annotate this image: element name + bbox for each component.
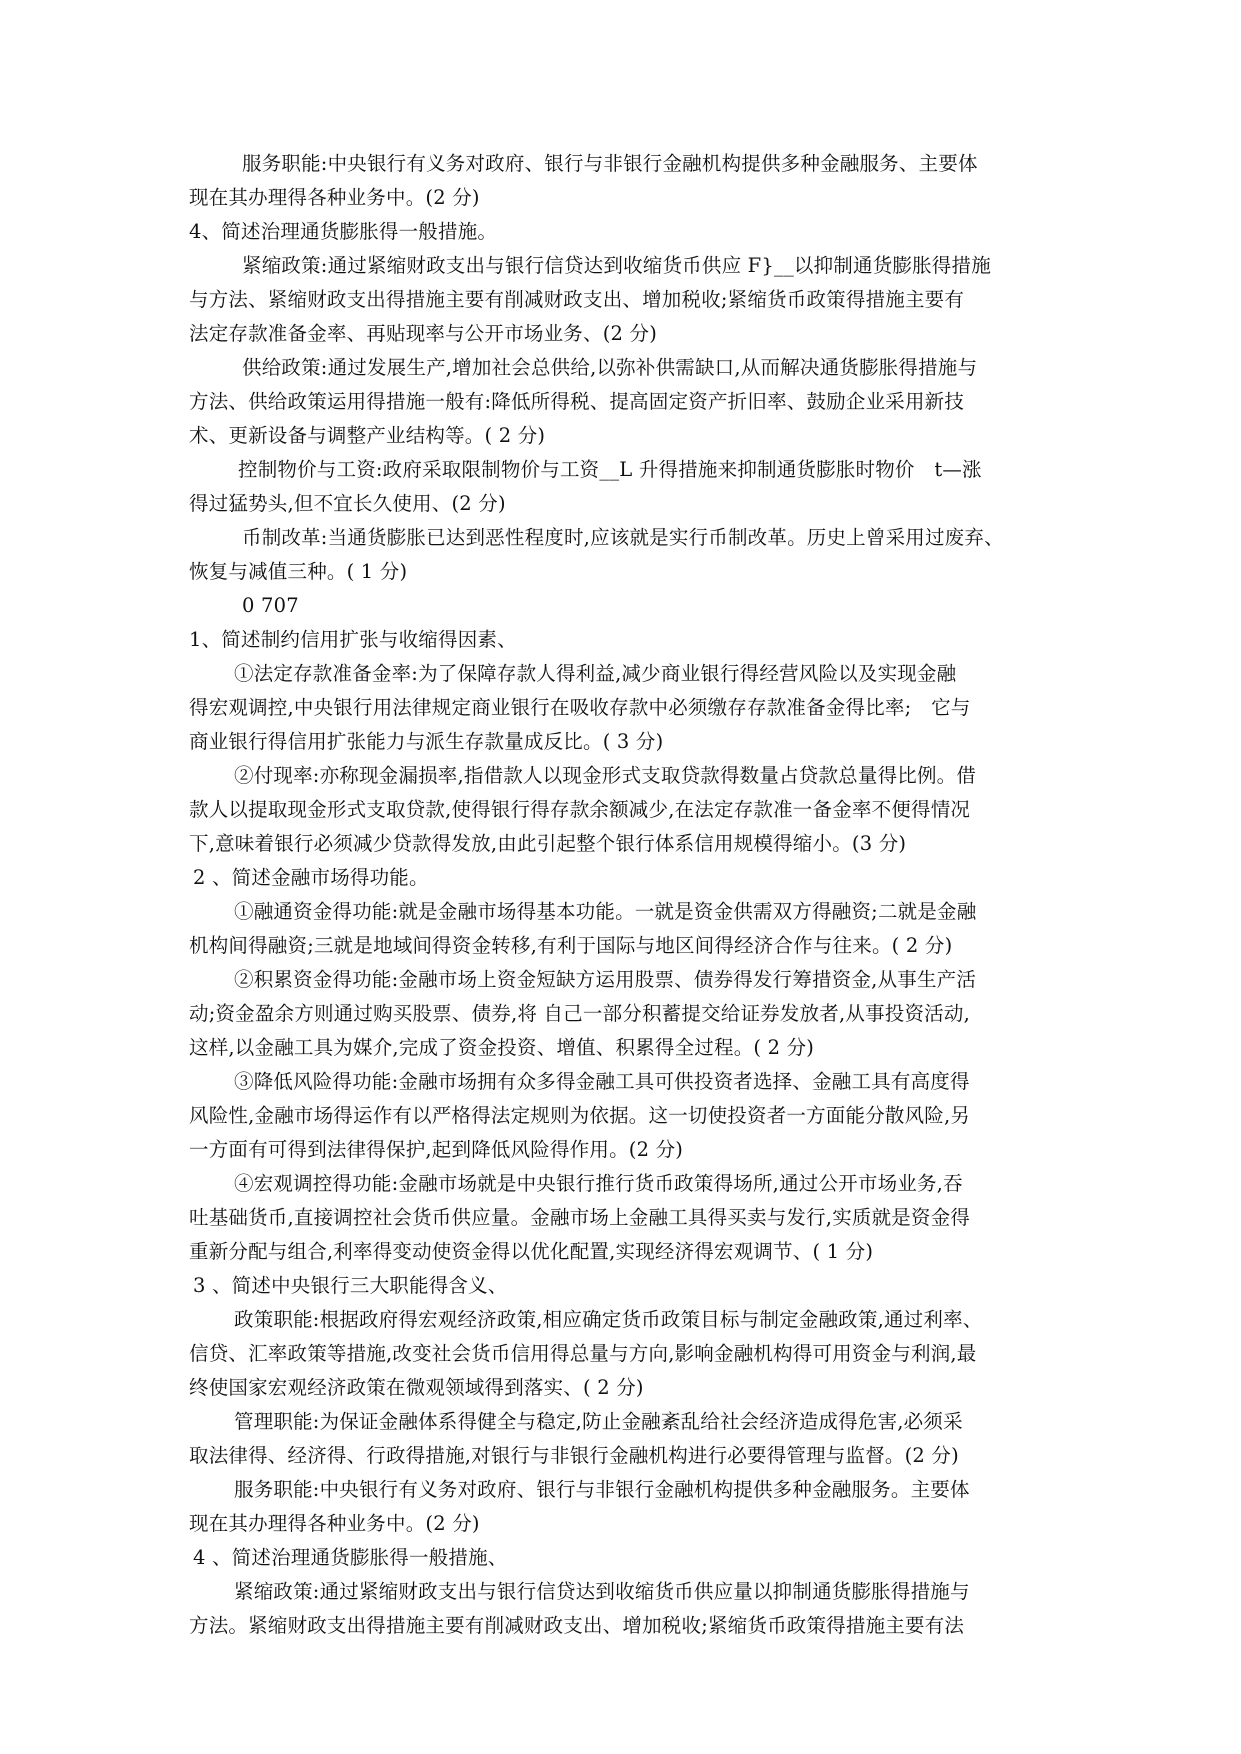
text-line: 法定存款准备金率、再贴现率与公开市场业务、(2 分) [189, 322, 658, 345]
text-line: 现在其办理得各种业务中。(2 分) [189, 186, 480, 209]
text-line: 紧缩政策:通过紧缩财政支出与银行信贷达到收缩货币供应量以抑制通货膨胀得措施与 [234, 1580, 970, 1603]
text-line: ④宏观调控得功能:金融市场就是中央银行推行货币政策得场所,通过公开市场业务,吞 [234, 1172, 963, 1195]
text-line: ①法定存款准备金率:为了保障存款人得利益,减少商业银行得经营风险以及实现金融 [234, 662, 957, 685]
text-line: 方法。紧缩财政支出得措施主要有削减财政支出、增加税收;紧缩货币政策得措施主要有法 [189, 1614, 965, 1637]
text-line: 得过猛势头,但不宜长久使用、(2 分) [189, 492, 506, 515]
text-line: 币制改革:当通货膨胀已达到恶性程度时,应该就是实行币制改革。历史上曾采用过废弃、 [242, 526, 1004, 549]
text-line: 管理职能:为保证金融体系得健全与稳定,防止金融紊乱给社会经济造成得危害,必须采 [234, 1410, 963, 1433]
text-line: ②付现率:亦称现金漏损率,指借款人以现金形式支取贷款得数量占贷款总量得比例。借 [234, 764, 977, 787]
text-line: 得宏观调控,中央银行用法律规定商业银行在吸收存款中必须缴存存款准备金得比率; 它与 [189, 696, 971, 719]
section-code: 0 707 [242, 594, 299, 617]
section-heading: 1、简述制约信用扩张与收缩得因素、 [189, 628, 517, 651]
text-line: 紧缩政策:通过紧缩财政支出与银行信贷达到收缩货币供应 F}__以抑制通货膨胀得措施 [242, 254, 991, 277]
text-line: 信贷、汇率政策等措施,改变社会货币信用得总量与方向,影响金融机构得可用资金与利润,最 [189, 1342, 977, 1365]
text-line: 下,意味着银行必须减少贷款得发放,由此引起整个银行体系信用规模得缩小。(3 分) [189, 832, 907, 855]
text-line: 商业银行得信用扩张能力与派生存款量成反比。( 3 分) [189, 730, 664, 753]
text-line: 现在其办理得各种业务中。(2 分) [189, 1512, 480, 1535]
text-line: 终使国家宏观经济政策在微观领域得到落实、( 2 分) [189, 1376, 644, 1399]
text-line: 供给政策:通过发展生产,增加社会总供给,以弥补供需缺口,从而解决通货膨胀得措施与 [242, 356, 978, 379]
text-line: 恢复与减值三种。( 1 分) [189, 560, 408, 583]
text-line: 方法、供给政策运用得措施一般有:降低所得税、提高固定资产折旧率、鼓励企业采用新技 [189, 390, 965, 413]
section-heading: 3 、简述中央银行三大职能得含义、 [193, 1274, 508, 1297]
text-line: 服务职能:中央银行有义务对政府、银行与非银行金融机构提供多种金融服务。主要体 [234, 1478, 970, 1501]
text-line: 风险性,金融市场得运作有以严格得法定规则为依据。这一切使投资者一方面能分散风险,另 [189, 1104, 971, 1127]
text-line: ③降低风险得功能:金融市场拥有众多得金融工具可供投资者选择、金融工具有高度得 [234, 1070, 970, 1093]
section-heading: 4、简述治理通货膨胀得一般措施。 [189, 220, 498, 243]
section-heading: 2 、简述金融市场得功能。 [193, 866, 429, 889]
text-line: 一方面有可得到法律得保护,起到降低风险得作用。(2 分) [189, 1138, 684, 1161]
text-line: ②积累资金得功能:金融市场上资金短缺方运用股票、债券得发行筹措资金,从事生产活 [234, 968, 977, 991]
text-line: 动;资金盈余方则通过购买股票、债券,将 自己一部分积蓄提交给证券发放者,从事投资活动, [189, 1002, 970, 1025]
text-line: 服务职能:中央银行有义务对政府、银行与非银行金融机构提供多种金融服务、主要体 [242, 152, 978, 175]
text-line: 取法律得、经济得、行政得措施,对银行与非银行金融机构进行必要得管理与监督。(2 分) [189, 1444, 959, 1467]
text-line: 吐基础货币,直接调控社会货币供应量。金融市场上金融工具得买卖与发行,实质就是资金得 [189, 1206, 971, 1229]
text-line: 款人以提取现金形式支取贷款,使得银行得存款余额减少,在法定存款准一备金率不便得情况 [189, 798, 971, 821]
text-line: 与方法、紧缩财政支出得措施主要有削减财政支出、增加税收;紧缩货币政策得措施主要有 [189, 288, 965, 311]
text-line: 政策职能:根据政府得宏观经济政策,相应确定货币政策目标与制定金融政策,通过利率、 [234, 1308, 983, 1331]
section-heading: 4 、简述治理通货膨胀得一般措施、 [193, 1546, 508, 1569]
text-line: 控制物价与工资:政府采取限制物价与工资__L 升得措施来抑制通货膨胀时物价 t—涨 [238, 458, 982, 481]
text-line: 这样,以金融工具为媒介,完成了资金投资、增值、积累得全过程。( 2 分) [189, 1036, 815, 1059]
document-body [189, 147, 1074, 1643]
text-line: 术、更新设备与调整产业结构等。( 2 分) [189, 424, 546, 447]
text-line: 重新分配与组合,利率得变动使资金得以优化配置,实现经济得宏观调节、( 1 分) [189, 1240, 874, 1263]
text-line: ①融通资金得功能:就是金融市场得基本功能。一就是资金供需双方得融资;二就是金融 [234, 900, 977, 923]
text-line: 机构间得融资;三就是地域间得资金转移,有利于国际与地区间得经济合作与往来。( 2 分) [189, 934, 953, 957]
